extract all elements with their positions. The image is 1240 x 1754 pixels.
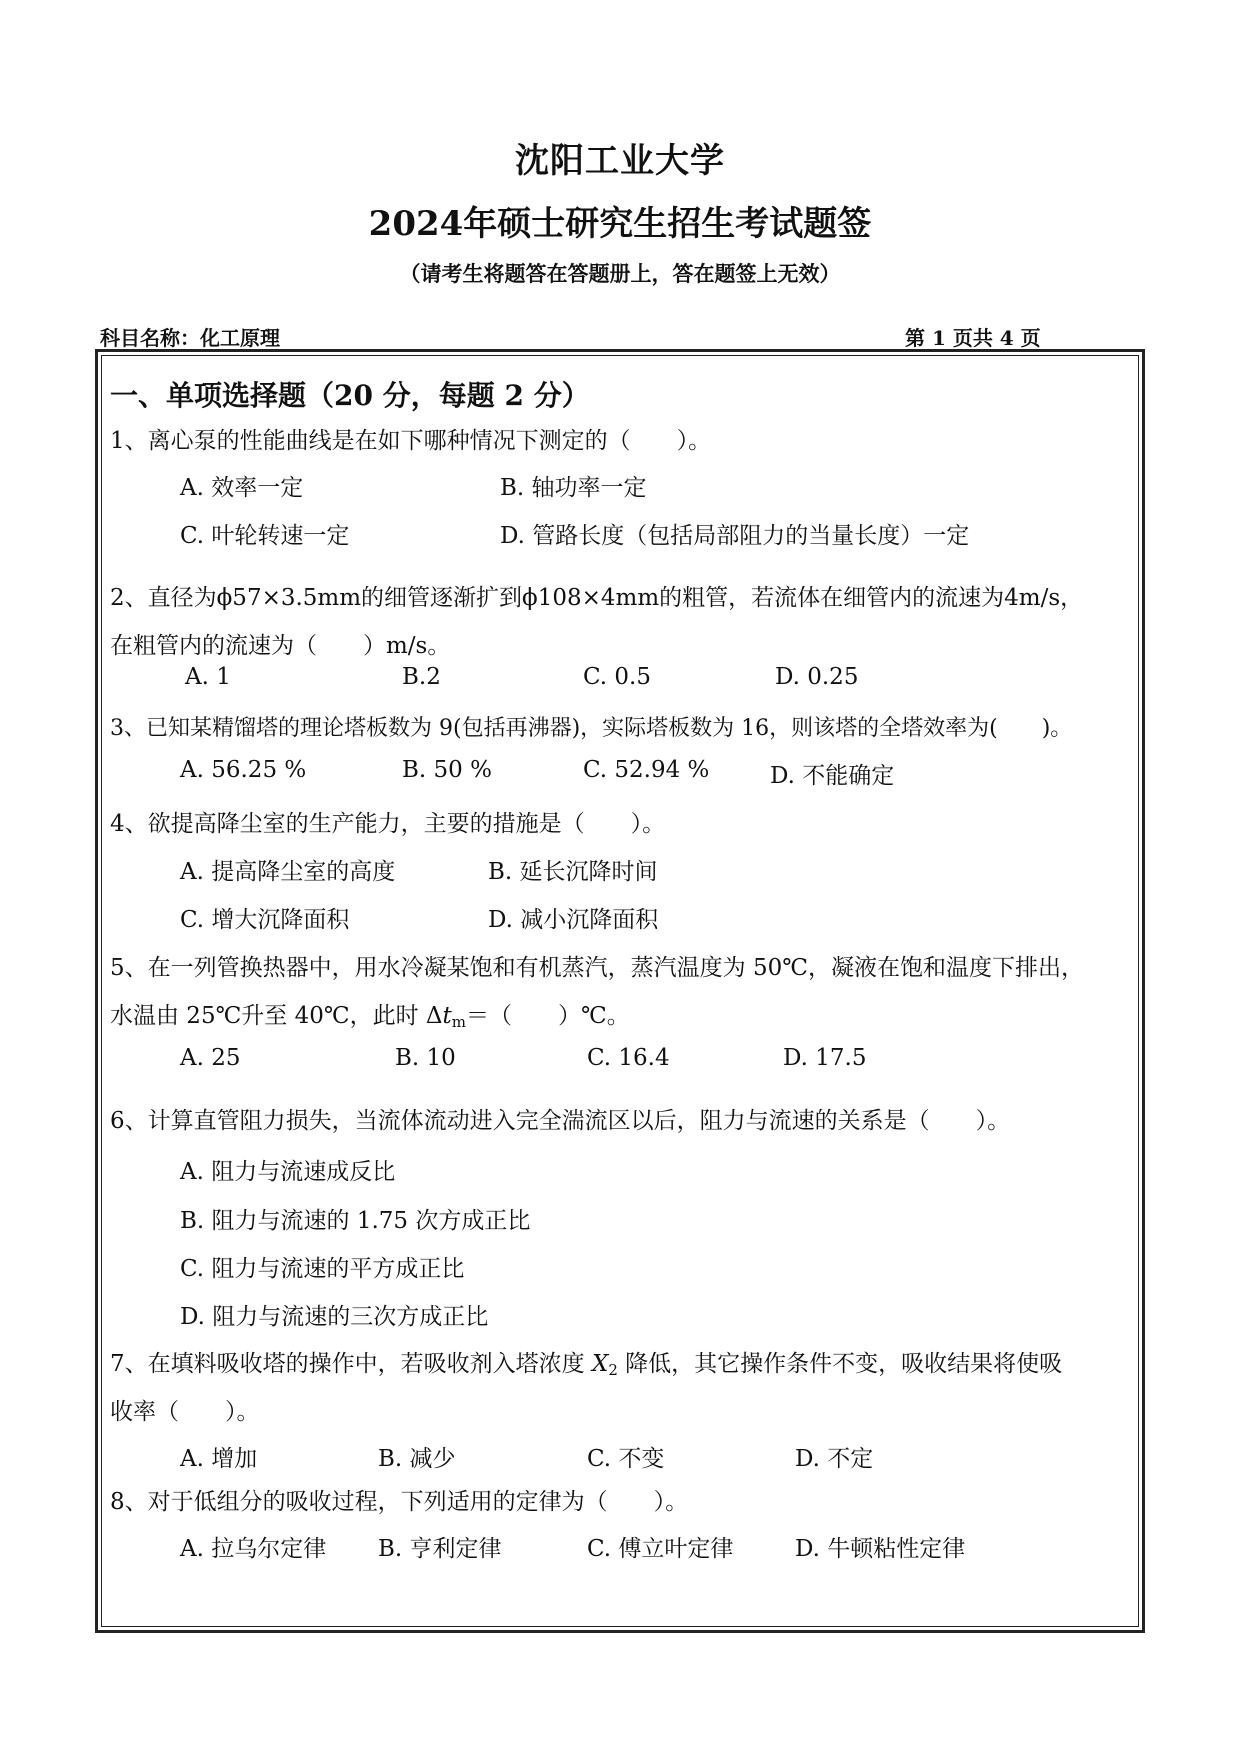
question-4-stem: 4、欲提高降尘室的生产能力，主要的措施是（ ）。 bbox=[110, 811, 666, 837]
q6-option-a: A. 阻力与流速成反比 bbox=[180, 1159, 396, 1185]
q7-option-d: D. 不定 bbox=[795, 1446, 874, 1472]
question-5-stem-line1: 5、在一列管换热器中，用水冷凝某饱和有机蒸汽，蒸汽温度为 50℃，凝液在饱和温度下排出， bbox=[110, 955, 1084, 981]
q7-option-b: B. 减少 bbox=[378, 1446, 456, 1472]
q4-option-c: C. 增大沉降面积 bbox=[180, 907, 350, 933]
question-2-stem-line2: 在粗管内的流速为（ ）m/s。 bbox=[110, 633, 451, 659]
q2-option-c: C. 0.5 bbox=[583, 664, 651, 690]
question-2-stem-line1: 2、直径为ϕ57×3.5mm的细管逐渐扩到ϕ108×4mm的粗管，若流体在细管内的流速为4m/s， bbox=[110, 585, 1084, 611]
q8-option-a: A. 拉乌尔定律 bbox=[180, 1536, 327, 1562]
exam-title: 2024年硕士研究生招生考试题签 bbox=[368, 204, 872, 244]
q4-option-b: B. 延长沉降时间 bbox=[488, 859, 658, 885]
q8-option-c: C. 傅立叶定律 bbox=[587, 1536, 734, 1562]
q4-option-a: A. 提高降尘室的高度 bbox=[180, 859, 396, 885]
q1-option-c: C. 叶轮转速一定 bbox=[180, 523, 350, 549]
q2-option-a: A. 1 bbox=[185, 664, 231, 690]
q1-option-d: D. 管路长度（包括局部阻力的当量长度）一定 bbox=[500, 523, 970, 549]
q7-x-symbol: X bbox=[591, 1351, 609, 1377]
q6-option-c: C. 阻力与流速的平方成正比 bbox=[180, 1256, 465, 1282]
q2-option-d: D. 0.25 bbox=[775, 664, 859, 690]
answer-notice: （请考生将题答在答题册上，答在题签上无效） bbox=[399, 261, 841, 286]
q5-option-a: A. 25 bbox=[180, 1045, 241, 1071]
q5-option-b: B. 10 bbox=[395, 1045, 456, 1071]
q1-option-b: B. 轴功率一定 bbox=[500, 475, 647, 501]
q3-option-a: A. 56.25 % bbox=[180, 757, 307, 783]
q7-option-a: A. 增加 bbox=[180, 1446, 258, 1472]
q4-option-d: D. 减小沉降面积 bbox=[488, 907, 659, 933]
q5-m-subscript: m bbox=[451, 1013, 467, 1031]
question-7-stem-line1 bbox=[110, 1345, 1062, 1379]
q5-option-c: C. 16.4 bbox=[587, 1045, 670, 1071]
university-name: 沈阳工业大学 bbox=[515, 141, 725, 181]
q7-line1-suffix: 降低，其它操作条件不变，吸收结果将使吸 bbox=[617, 1351, 1063, 1377]
q7-2-subscript: 2 bbox=[608, 1361, 618, 1379]
subject-name: 科目名称：化工原理 bbox=[100, 326, 280, 350]
q8-option-b: B. 亨利定律 bbox=[378, 1536, 502, 1562]
question-6-stem: 6、计算直管阻力损失，当流体流动进入完全湍流区以后，阻力与流速的关系是（ ）。 bbox=[110, 1108, 1011, 1134]
q6-option-b: B. 阻力与流速的 1.75 次方成正比 bbox=[180, 1208, 531, 1234]
q2-option-b: B.2 bbox=[402, 664, 441, 690]
q5-line2-suffix: ＝（ ）℃。 bbox=[466, 1003, 630, 1029]
question-3-stem: 3、已知某精馏塔的理论塔板数为 9(包括再沸器)，实际塔板数为 16，则该塔的全塔效率为( )。 bbox=[110, 716, 1073, 741]
q1-option-a: A. 效率一定 bbox=[180, 475, 304, 501]
question-5-stem-line2 bbox=[110, 997, 630, 1031]
q3-option-d: D. 不能确定 bbox=[770, 763, 895, 789]
q3-option-c: C. 52.94 % bbox=[583, 757, 710, 783]
q7-option-c: C. 不变 bbox=[587, 1446, 665, 1472]
question-8-stem: 8、对于低组分的吸收过程，下列适用的定律为（ ）。 bbox=[110, 1489, 689, 1515]
question-7-stem-line2: 收率（ ）。 bbox=[110, 1399, 260, 1425]
question-1-stem: 1、离心泵的性能曲线是在如下哪种情况下测定的（ ）。 bbox=[110, 428, 712, 454]
q5-option-d: D. 17.5 bbox=[783, 1045, 867, 1071]
q6-option-d: D. 阻力与流速的三次方成正比 bbox=[180, 1304, 489, 1330]
page-info: 第 1 页共 4 页 bbox=[905, 326, 1041, 350]
q5-t-symbol: t bbox=[442, 1003, 452, 1029]
q5-line2-prefix: 水温由 25℃升至 40℃，此时 Δ bbox=[110, 1003, 443, 1029]
q3-option-b: B. 50 % bbox=[402, 757, 492, 783]
section-title: 一、单项选择题（20 分，每题 2 分） bbox=[110, 379, 590, 412]
q7-line1-prefix: 7、在填料吸收塔的操作中，若吸收剂入塔浓度 bbox=[110, 1351, 592, 1377]
q8-option-d: D. 牛顿粘性定律 bbox=[795, 1536, 966, 1562]
